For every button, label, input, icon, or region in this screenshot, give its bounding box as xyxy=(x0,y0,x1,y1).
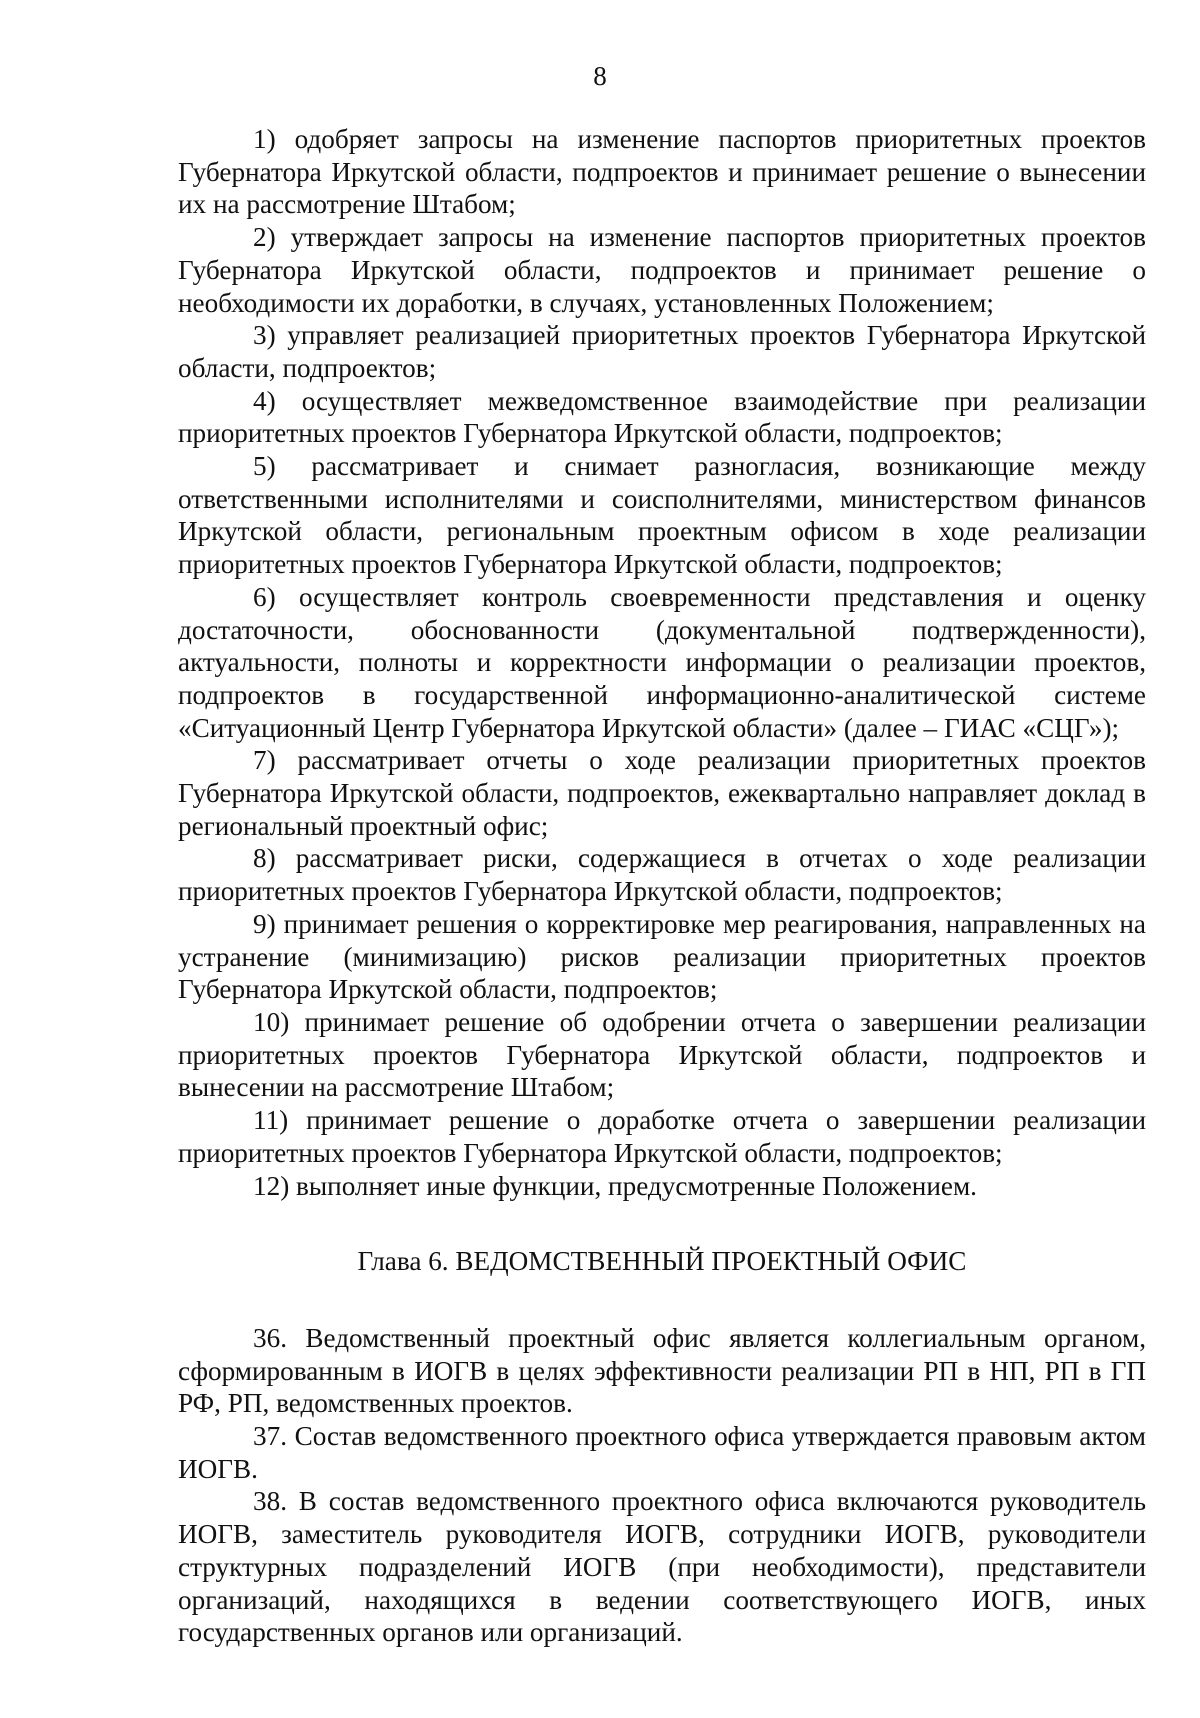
list-item-7: 7) рассматривает отчеты о ходе реализации приоритетных проектов Губернатора Иркутской области, подпроектов, ежеквартально направляет доклад в региональный проектный офис; xyxy=(178,745,1146,841)
list-item-4: 4) осуществляет межведомственное взаимодействие при реализации приоритетных проектов Губернатора Иркутской области, подпроектов; xyxy=(178,385,1146,449)
list-item-1: 1) одобряет запросы на изменение паспортов приоритетных проектов Губернатора Иркутской области, подпроектов и принимает решение о вынесении их на рассмотрение Штабом; xyxy=(178,124,1146,220)
chapter-heading: Глава 6. ВЕДОМСТВЕННЫЙ ПРОЕКТНЫЙ ОФИС xyxy=(357,1246,967,1277)
list-item-8: 8) рассматривает риски, содержащиеся в отчетах о ходе реализации приоритетных проектов Губернатора Иркутской области, подпроектов; xyxy=(178,843,1146,907)
list-item-6: 6) осуществляет контроль своевременности представления и оценку достаточности, обоснованности (документальной подтвержденности), актуальности, полноты и корректности информации о реализации проектов, подпроектов в государственной информационно-аналитической системе «Ситуационный Центр Губернатора Иркутской области» (далее – ГИАС «СЦГ»); xyxy=(178,581,1146,743)
list-item-2: 2) утверждает запросы на изменение паспортов приоритетных проектов Губернатора Иркутской области, подпроектов и принимает решение о необходимости их доработки, в случаях, установленных Положением; xyxy=(178,222,1146,318)
page-number: 8 xyxy=(593,61,607,91)
list-item-9: 9) принимает решения о корректировке мер реагирования, направленных на устранение (минимизацию) рисков реализации приоритетных проектов Губернатора Иркутской области, подпроектов; xyxy=(178,908,1146,1005)
section-37: 37. Состав ведомственного проектного офиса утверждается правовым актом ИОГВ. xyxy=(178,1421,1146,1484)
section-36: 36. Ведомственный проектный офис является коллегиальным органом, сформированным в ИОГВ в целях эффективности реализации РП в НП, РП в ГП РФ, РП, ведомственных проектов. xyxy=(178,1322,1146,1419)
list-item-12: 12) выполняет иные функции, предусмотренные Положением. xyxy=(253,1170,977,1201)
document-body xyxy=(178,123,1146,1649)
list-item-3: 3) управляет реализацией приоритетных проектов Губернатора Иркутской области, подпроектов; xyxy=(178,320,1146,383)
section-38: 38. В состав ведомственного проектного офиса включаются руководитель ИОГВ, заместитель руководителя ИОГВ, сотрудники ИОГВ, руководители структурных подразделений ИОГВ (при необходимости), представители организаций, находящихся в ведении соответствующего ИОГВ, иных государственных органов или организаций. xyxy=(178,1486,1146,1648)
list-item-10: 10) принимает решение об одобрении отчета о завершении реализации приоритетных проектов Губернатора Иркутской области, подпроектов и вынесении на рассмотрение Штабом; xyxy=(178,1006,1146,1103)
list-item-11: 11) принимает решение о доработке отчета о завершении реализации приоритетных проектов Губернатора Иркутской области, подпроектов; xyxy=(178,1105,1146,1168)
list-item-5: 5) рассматривает и снимает разногласия, возникающие между ответственными исполнителями и соисполнителями, министерством финансов Иркутской области, региональным проектным офисом в ходе реализации приоритетных проектов Губернатора Иркутской области, подпроектов; xyxy=(178,451,1146,580)
